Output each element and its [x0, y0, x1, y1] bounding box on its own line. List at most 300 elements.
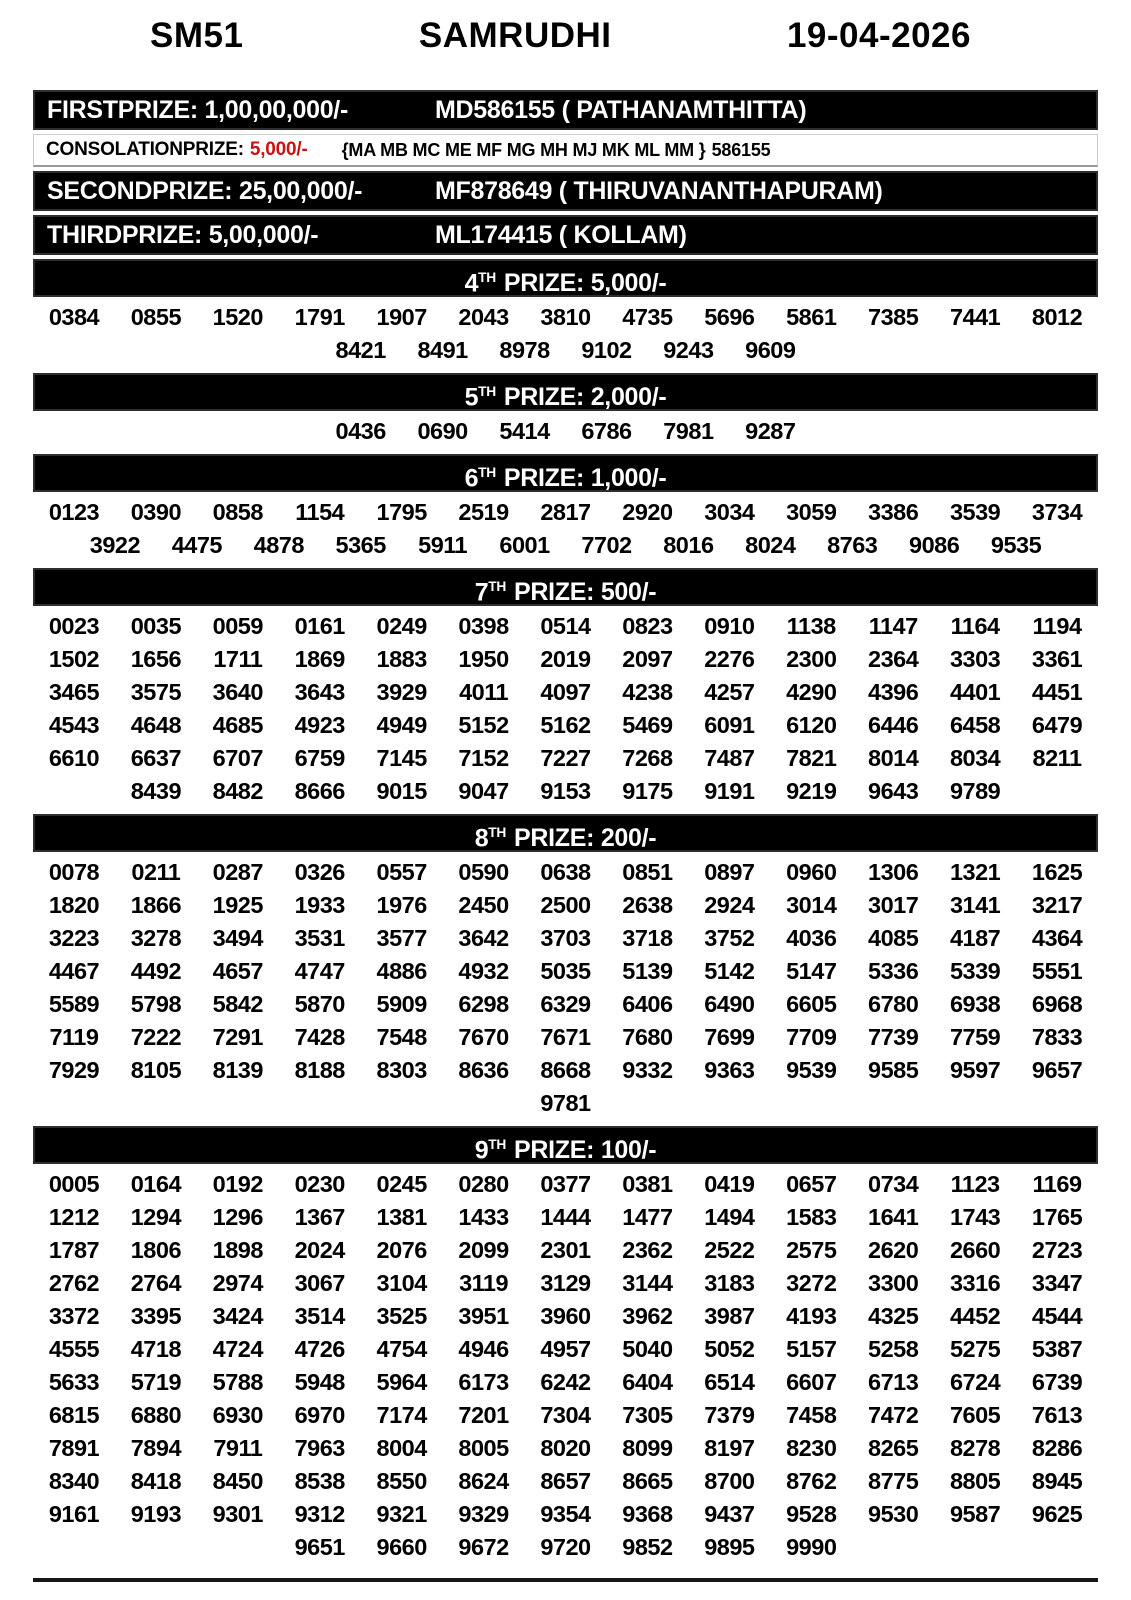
section-ordinal: 9 [474, 1136, 489, 1165]
prize-number: 0514 [540, 613, 591, 639]
prize-number: 0960 [786, 859, 837, 885]
prize-number-row [33, 709, 1098, 742]
prize-number: 3640 [212, 679, 263, 705]
third-prize-label-amount [47, 221, 435, 250]
prize-number: 5040 [622, 1336, 673, 1362]
prize-number: 6458 [949, 712, 1001, 738]
prize-number: 9720 [540, 1534, 591, 1560]
prize-number: 0398 [458, 613, 509, 639]
section-7th-prize [33, 568, 1098, 810]
prize-number: 9175 [622, 778, 673, 804]
prize-number: 3104 [376, 1270, 427, 1296]
prize-number-row [33, 922, 1098, 955]
prize-number: 7699 [704, 1024, 755, 1050]
prize-number: 3922 [89, 532, 141, 558]
prize-number: 2362 [622, 1237, 673, 1263]
prize-number: 2522 [704, 1237, 755, 1263]
prize-number: 1494 [704, 1204, 755, 1230]
prize-number: 3303 [949, 646, 1001, 672]
prize-number: 5551 [1031, 958, 1083, 984]
section-prize-text: PRIZE: 5,000/- [503, 269, 667, 298]
prize-number: 6970 [294, 1402, 345, 1428]
prize-number: 8099 [622, 1435, 673, 1461]
prize-number: 8197 [704, 1435, 755, 1461]
prize-number: 1296 [212, 1204, 263, 1230]
prize-number: 3525 [376, 1303, 427, 1329]
prize-number: 2099 [458, 1237, 509, 1263]
prize-number: 8024 [745, 532, 796, 558]
prize-number: 1898 [212, 1237, 263, 1263]
section-prize-text: PRIZE: 500/- [514, 578, 657, 607]
prize-number: 2364 [868, 646, 919, 672]
third-prize-place: ( KOLLAM) [558, 220, 687, 249]
prize-number: 9193 [130, 1501, 182, 1527]
prize-number: 7739 [868, 1024, 919, 1050]
prize-number: 7833 [1031, 1024, 1083, 1050]
prize-number: 5788 [212, 1369, 263, 1395]
prize-number: 6446 [868, 712, 919, 738]
prize-number: 4452 [949, 1303, 1001, 1329]
second-prize-winner [435, 177, 1096, 206]
prize-number: 0287 [212, 859, 263, 885]
prize-number: 7605 [949, 1402, 1001, 1428]
prize-number: 9660 [376, 1534, 427, 1560]
prize-number: 9781 [540, 1090, 591, 1116]
prize-number: 1138 [786, 613, 836, 639]
third-prize-winner [435, 221, 1096, 250]
prize-number: 8340 [48, 1468, 100, 1494]
prize-number: 9363 [704, 1057, 755, 1083]
lottery-name: SAMRUDHI [418, 16, 612, 55]
prize-number: 2723 [1031, 1237, 1083, 1263]
prize-number: 7305 [622, 1402, 673, 1428]
prize-number: 7929 [48, 1057, 100, 1083]
prize-number: 9625 [1031, 1501, 1083, 1527]
prize-number: 8700 [704, 1468, 755, 1494]
third-prize-amount: 5,00,000/- [208, 220, 319, 249]
prize-number: 1866 [130, 892, 182, 918]
prize-number: 7472 [868, 1402, 919, 1428]
prize-number: 5870 [294, 991, 345, 1017]
prize-number: 6930 [212, 1402, 263, 1428]
prize-number: 6713 [868, 1369, 919, 1395]
results-content [0, 90, 1131, 1582]
bottom-divider [33, 1578, 1098, 1582]
prize-number: 9530 [868, 1501, 919, 1527]
section-5th-prize [33, 373, 1098, 450]
prize-number: 8762 [786, 1468, 837, 1494]
prize-number: 9657 [1031, 1057, 1083, 1083]
prize-number-row [33, 334, 1098, 367]
third-prize-label: THIRDPRIZE: [47, 220, 203, 249]
prize-number-row [33, 856, 1098, 889]
prize-number: 1787 [48, 1237, 100, 1263]
prize-number: 6490 [704, 991, 755, 1017]
prize-number-row [33, 889, 1098, 922]
prize-number: 1212 [48, 1204, 100, 1230]
prize-number: 7222 [130, 1024, 182, 1050]
prize-number: 8657 [540, 1468, 591, 1494]
prize-number: 8450 [212, 1468, 263, 1494]
section-8th-prize [33, 814, 1098, 1122]
prize-number: 0123 [48, 499, 100, 525]
prize-number: 0326 [294, 859, 345, 885]
prize-number: 5258 [868, 1336, 919, 1362]
prize-number: 0390 [130, 499, 182, 525]
prize-number: 2019 [540, 646, 591, 672]
prize-number: 0419 [704, 1171, 755, 1197]
prize-number: 1933 [294, 892, 345, 918]
prize-number-row [33, 1201, 1098, 1234]
prize-number: 1950 [458, 646, 509, 672]
prize-number: 3300 [868, 1270, 919, 1296]
prize-number: 7291 [212, 1024, 263, 1050]
prize-number: 2097 [622, 646, 673, 672]
prize-number: 6815 [48, 1402, 100, 1428]
prize-number: 8805 [949, 1468, 1001, 1494]
prize-number: 1743 [949, 1204, 1001, 1230]
prize-number: 1583 [786, 1204, 837, 1230]
prize-number: 5157 [786, 1336, 837, 1362]
section-6th-prize-header [33, 454, 1098, 492]
prize-number: 2301 [540, 1237, 591, 1263]
prize-number: 2920 [622, 499, 673, 525]
prize-number-row [33, 1531, 1098, 1564]
prize-number: 4257 [704, 679, 755, 705]
prize-number: 2660 [949, 1237, 1001, 1263]
prize-number: 0377 [540, 1171, 591, 1197]
prize-number: 8014 [868, 745, 919, 771]
prize-number: 1925 [212, 892, 263, 918]
prize-number: 1147 [868, 613, 918, 639]
prize-number: 8624 [458, 1468, 509, 1494]
prize-number: 8105 [130, 1057, 182, 1083]
prize-number: 1625 [1031, 859, 1083, 885]
prize-number: 9895 [704, 1534, 755, 1560]
prize-number: 8636 [458, 1057, 509, 1083]
prize-number: 5387 [1031, 1336, 1083, 1362]
prize-number: 3752 [704, 925, 755, 951]
section-ordinal: 5 [464, 383, 479, 412]
draw-code: SM51 [150, 16, 244, 55]
prize-number: 9587 [949, 1501, 1001, 1527]
prize-number: 1820 [48, 892, 100, 918]
prize-number: 1520 [212, 304, 263, 330]
prize-number: 2450 [458, 892, 509, 918]
prize-number: 7963 [294, 1435, 345, 1461]
prize-number: 9585 [868, 1057, 919, 1083]
prize-number: 9047 [458, 778, 509, 804]
prize-number: 9539 [786, 1057, 837, 1083]
prize-number: 1321 [949, 859, 1001, 885]
prize-number: 5633 [48, 1369, 100, 1395]
prize-number: 8418 [130, 1468, 182, 1494]
prize-number: 8538 [294, 1468, 345, 1494]
first-prize-label: FIRSTPRIZE: [47, 95, 198, 124]
prize-number: 6242 [540, 1369, 591, 1395]
prize-number: 1381 [376, 1204, 427, 1230]
prize-number: 5152 [458, 712, 509, 738]
prize-number: 7458 [786, 1402, 837, 1428]
prize-number: 3141 [949, 892, 1001, 918]
prize-number: 3067 [294, 1270, 345, 1296]
prize-number: 4187 [949, 925, 1001, 951]
prize-number-row [33, 1168, 1098, 1201]
prize-number: 3539 [949, 499, 1001, 525]
prize-number: 4544 [1031, 1303, 1083, 1329]
section-5th-prize-numbers [33, 414, 1098, 450]
section-8th-prize-numbers [33, 855, 1098, 1122]
prize-number: 1656 [130, 646, 182, 672]
prize-number: 4754 [376, 1336, 427, 1362]
consolation-label: CONSOLATIONPRIZE: [46, 139, 244, 160]
prize-number: 8230 [786, 1435, 837, 1461]
section-9th-prize-header [33, 1126, 1098, 1164]
prize-number: 7702 [581, 532, 632, 558]
second-prize-label: SECONDPRIZE: [47, 176, 233, 205]
prize-number: 6968 [1031, 991, 1083, 1017]
prize-number: 7119 [49, 1024, 99, 1050]
consolation-number: 586155 [711, 139, 771, 160]
prize-number-row [33, 1498, 1098, 1531]
prize-number: 0230 [294, 1171, 345, 1197]
prize-number: 5275 [949, 1336, 1001, 1362]
prize-number: 6329 [540, 991, 591, 1017]
prize-number: 3810 [540, 304, 591, 330]
page-header [0, 0, 1131, 56]
prize-number: 5336 [868, 958, 919, 984]
section-6th-prize [33, 454, 1098, 564]
prize-number: 3017 [868, 892, 919, 918]
prize-number: 4886 [376, 958, 427, 984]
prize-number: 3119 [459, 1270, 509, 1296]
prize-number: 4193 [786, 1303, 837, 1329]
prize-number: 7759 [949, 1024, 1001, 1050]
prize-number: 0059 [212, 613, 263, 639]
prize-number: 9535 [990, 532, 1042, 558]
prize-number-row [33, 301, 1098, 334]
second-prize-place: ( THIRUVANANTHAPURAM) [558, 176, 883, 205]
prize-number: 8421 [335, 337, 386, 363]
prize-number: 1641 [868, 1204, 919, 1230]
prize-number: 2024 [294, 1237, 345, 1263]
prize-number: 8491 [417, 337, 468, 363]
prize-number-row [33, 529, 1098, 562]
section-prize-text: PRIZE: 200/- [514, 824, 657, 853]
prize-number: 9354 [540, 1501, 591, 1527]
first-prize-ticket: MD586155 [435, 95, 555, 124]
prize-number: 4467 [48, 958, 100, 984]
prize-number: 0734 [868, 1171, 919, 1197]
prize-number: 5139 [622, 958, 673, 984]
prize-number: 0590 [458, 859, 509, 885]
prize-number: 0657 [786, 1171, 837, 1197]
prize-number: 6607 [786, 1369, 837, 1395]
prize-number: 9086 [909, 532, 960, 558]
prize-number: 5162 [540, 712, 591, 738]
prize-number: 9597 [949, 1057, 1001, 1083]
prize-number: 5948 [294, 1369, 345, 1395]
prize-number: 4543 [48, 712, 100, 738]
prize-number: 7680 [622, 1024, 673, 1050]
prize-number: 4364 [1031, 925, 1083, 951]
prize-number: 0851 [622, 859, 673, 885]
prize-number: 9672 [458, 1534, 509, 1560]
prize-number: 6514 [704, 1369, 755, 1395]
prize-number: 6880 [130, 1402, 182, 1428]
prize-number: 5964 [376, 1369, 427, 1395]
prize-number: 5147 [786, 958, 837, 984]
prize-number: 6780 [868, 991, 919, 1017]
prize-number: 8668 [540, 1057, 591, 1083]
section-ordinal: 7 [474, 578, 489, 607]
prize-number: 5589 [48, 991, 100, 1017]
prize-number-row [33, 1054, 1098, 1087]
second-prize-ticket: MF878649 [435, 176, 553, 205]
prize-number: 9852 [622, 1534, 673, 1560]
prize-number: 0164 [130, 1171, 182, 1197]
third-prize-ticket: ML174415 [435, 220, 553, 249]
consolation-prize-row [33, 134, 1098, 167]
first-prize-place: ( PATHANAMTHITTA) [561, 95, 807, 124]
draw-date: 19-04-2026 [786, 16, 971, 55]
prize-number-row [33, 610, 1098, 643]
prize-number: 5035 [540, 958, 591, 984]
section-ordinal: 8 [474, 824, 489, 853]
prize-number: 3034 [704, 499, 755, 525]
prize-number: 0249 [376, 613, 427, 639]
section-ordinal-suffix: TH [478, 270, 496, 285]
prize-number: 7152 [458, 745, 509, 771]
section-5th-prize-header [33, 373, 1098, 411]
prize-number: 0192 [212, 1171, 263, 1197]
prize-number: 3929 [376, 679, 427, 705]
prize-number: 2043 [458, 304, 509, 330]
prize-number: 7145 [376, 745, 427, 771]
prize-number: 7981 [663, 418, 714, 444]
prize-number: 7268 [622, 745, 673, 771]
prize-number: 5719 [130, 1369, 182, 1395]
prize-number-row [33, 496, 1098, 529]
section-ordinal: 6 [464, 464, 479, 493]
prize-number: 0690 [417, 418, 468, 444]
prize-number: 8978 [499, 337, 550, 363]
prize-number-row [33, 643, 1098, 676]
section-ordinal-suffix: TH [478, 384, 496, 399]
prize-number: 1294 [130, 1204, 182, 1230]
prize-number: 3144 [622, 1270, 673, 1296]
prize-number: 8763 [827, 532, 878, 558]
section-4th-prize-numbers [33, 300, 1098, 369]
prize-number: 4946 [458, 1336, 509, 1362]
prize-number: 8775 [868, 1468, 919, 1494]
prize-number: 6091 [704, 712, 755, 738]
prize-number: 6759 [294, 745, 345, 771]
prize-number: 1433 [458, 1204, 509, 1230]
prize-number: 8005 [458, 1435, 509, 1461]
prize-number: 6479 [1031, 712, 1083, 738]
prize-number: 4325 [868, 1303, 919, 1329]
prize-number: 0897 [704, 859, 755, 885]
prize-number: 4238 [622, 679, 673, 705]
prize-number: 9643 [868, 778, 919, 804]
prize-number: 4011 [459, 679, 509, 705]
prize-number: 6173 [458, 1369, 509, 1395]
prize-number: 7613 [1031, 1402, 1083, 1428]
prize-number: 8286 [1031, 1435, 1083, 1461]
prize-number-row [33, 1300, 1098, 1333]
prize-number: 7487 [704, 745, 755, 771]
prize-number: 6406 [622, 991, 673, 1017]
prize-number: 5842 [212, 991, 263, 1017]
prize-number: 3183 [704, 1270, 755, 1296]
second-prize-label-amount [47, 177, 435, 206]
prize-number: 8482 [212, 778, 263, 804]
prize-number: 8303 [376, 1057, 427, 1083]
prize-number: 2620 [868, 1237, 919, 1263]
prize-number: 3316 [949, 1270, 1001, 1296]
prize-number: 1869 [294, 646, 345, 672]
prize-number: 3951 [458, 1303, 509, 1329]
prize-number: 9990 [786, 1534, 837, 1560]
prize-number: 9301 [212, 1501, 263, 1527]
second-prize-bar [33, 171, 1098, 211]
prize-number: 4097 [540, 679, 591, 705]
prize-number: 4657 [212, 958, 263, 984]
prize-number: 0384 [48, 304, 100, 330]
prize-number: 4475 [171, 532, 222, 558]
prize-number: 4923 [294, 712, 345, 738]
prize-number: 0023 [48, 613, 100, 639]
prize-number: 7441 [949, 304, 1001, 330]
prize-number: 9015 [376, 778, 427, 804]
prize-number: 1306 [868, 859, 919, 885]
prize-number: 2764 [130, 1270, 182, 1296]
prize-number: 2817 [540, 499, 591, 525]
section-8th-prize-header [33, 814, 1098, 852]
prize-number-row [33, 988, 1098, 1021]
prize-number: 1795 [376, 499, 427, 525]
prize-number: 7379 [704, 1402, 755, 1428]
third-prize-bar [33, 215, 1098, 255]
prize-number: 2762 [48, 1270, 100, 1296]
prize-number: 2638 [622, 892, 673, 918]
prize-number-row [33, 1267, 1098, 1300]
section-prize-text: PRIZE: 1,000/- [503, 464, 667, 493]
prize-number: 9102 [581, 337, 632, 363]
prize-number: 8004 [376, 1435, 427, 1461]
prize-number-row [33, 1399, 1098, 1432]
prize-number: 4290 [786, 679, 837, 705]
first-prize-label-amount [47, 96, 435, 125]
prize-number: 5696 [704, 304, 755, 330]
section-ordinal-suffix: TH [488, 579, 507, 594]
prize-number: 8665 [622, 1468, 673, 1494]
prize-number-row [33, 742, 1098, 775]
prize-number-row [33, 1021, 1098, 1054]
prize-number: 8016 [663, 532, 714, 558]
section-ordinal-suffix: TH [488, 825, 507, 840]
prize-number: 3217 [1031, 892, 1083, 918]
prize-number: 3577 [376, 925, 427, 951]
prize-number: 5861 [786, 304, 837, 330]
prize-number: 9153 [540, 778, 591, 804]
prize-number: 3642 [458, 925, 509, 951]
prize-number: 2076 [376, 1237, 427, 1263]
section-4th-prize-header [33, 259, 1098, 297]
prize-number: 8278 [949, 1435, 1001, 1461]
prize-number: 0855 [130, 304, 182, 330]
